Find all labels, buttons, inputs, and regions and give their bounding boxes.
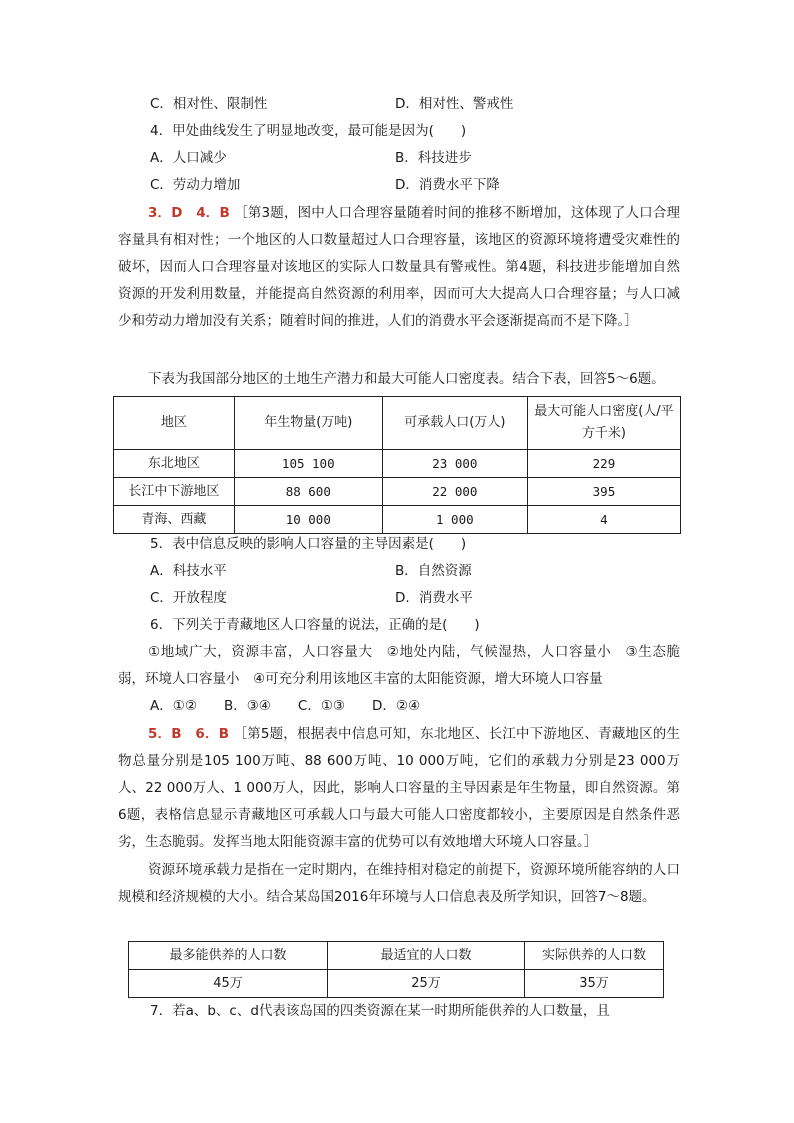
land-potential-table — [113, 396, 681, 534]
intro-7-8: 资源环境承载力是指在一定时期内，在维持相对稳定的前提下，资源环境所能容纳的人口规模和经济规模的大小。结合某岛国2016年环境与人口信息表及所学知识，回答7～8题。 — [118, 862, 680, 905]
q6-body: ①地域广大，资源丰富，人口容量大 ②地处内陆，气候湿热，人口容量小 ③生态脆弱，环境人口容量小 ④可充分利用该地区丰富的太阳能资源，增大环境人口容量 — [118, 644, 680, 687]
q5-stem: 5．表中信息反映的影响人口容量的主导因素是( ) — [150, 536, 467, 552]
table-cell: 105 100 — [234, 450, 382, 478]
table-cell: 青海、西藏 — [114, 506, 235, 534]
table-row — [129, 970, 664, 998]
q4-options-ab — [150, 145, 710, 172]
answer-5-6-text: ［第5题，根据表中信息可知，东北地区、长江中下游地区、青藏地区的生物总量分别是105 100万吨、88 600万吨、10 000万吨，它们的承载力分别是23 000万人、22 000万人、1 000万人，因此，影响人口容量的主导因素是年生物量，即自然资源。第6题，表格信息显示青藏地区可承载人口与最大可能人口密度都较小，主要原因是自然条件恶劣，生态脆弱。发挥当地太阳能资源丰富的优势可以有效地增大环境人口容量。］ — [118, 726, 680, 850]
q7-stem: 7．若a、b、c、d代表该岛国的四类资源在某一时期所能供养的人口数量，且 — [150, 1003, 610, 1019]
table-header-cell: 实际供养的人口数 — [525, 942, 664, 970]
island-population-table — [128, 941, 664, 998]
table-cell: 1 000 — [382, 506, 527, 534]
q4-option-c: C．劳动力增加 — [150, 177, 241, 193]
q5-option-a: A．科技水平 — [150, 563, 227, 579]
table-row — [114, 478, 681, 506]
table-header-row — [114, 397, 681, 450]
table-cell: 23 000 — [382, 450, 527, 478]
q6-options: A．①② B．③④ C．①③ D．②④ — [150, 698, 421, 714]
intro-5-6: 下表为我国部分地区的土地生产潜力和最大可能人口密度表。结合下表，回答5～6题。 — [148, 371, 665, 387]
q3-option-c: C．相对性、限制性 — [150, 96, 268, 112]
answer-3-4-text: ［第3题，图中人口合理容量随着时间的推移不断增加，这体现了人口合理容量具有相对性；一个地区的人口数量超过人口合理容量，该地区的资源环境将遭受灾难性的破坏，因而人口合理容量对该地区的实际人口数量具有警戒性。第4题，科技进步能增加自然资源的开发利用数量，并能提高自然资源的利用率，因而可大大提高人口合理容量；与人口减少和劳动力增加没有关系；随着时间的推进，人们的消费水平会逐渐提高而不是下降。］ — [118, 205, 680, 329]
table-cell: 395 — [527, 478, 680, 506]
table-header-cell: 地区 — [114, 397, 235, 450]
table-cell: 东北地区 — [114, 450, 235, 478]
q5-option-d: D．消费水平 — [395, 590, 473, 606]
q4-options-cd — [150, 172, 710, 199]
table-header-cell: 可承载人口(万人) — [382, 397, 527, 450]
q6-stem: 6．下列关于青藏地区人口容量的说法，正确的是( ) — [150, 617, 480, 633]
q4-option-d: D．消费水平下降 — [395, 177, 500, 193]
table-cell: 4 — [527, 506, 680, 534]
table-header-cell: 最大可能人口密度(人/平方千米) — [527, 397, 680, 450]
table-cell: 88 600 — [234, 478, 382, 506]
table-header-cell: 年生物量(万吨) — [234, 397, 382, 450]
table-cell: 229 — [527, 450, 680, 478]
table-cell: 25万 — [328, 970, 525, 998]
table-cell: 45万 — [129, 970, 328, 998]
q4-option-a: A．人口减少 — [150, 150, 227, 166]
table-cell: 35万 — [525, 970, 664, 998]
q5-options-cd — [150, 585, 710, 612]
q4-option-b: B．科技进步 — [395, 150, 472, 166]
table-header-cell: 最多能供养的人口数 — [129, 942, 328, 970]
answer-3-4 — [118, 200, 680, 335]
q3-option-d: D．相对性、警戒性 — [395, 96, 514, 112]
q4-stem: 4．甲处曲线发生了明显地改变，最可能是因为( ) — [150, 123, 467, 139]
table-header-cell: 最适宜的人口数 — [328, 942, 525, 970]
table-row — [114, 506, 681, 534]
q3-options-cd — [150, 91, 710, 118]
table-cell: 10 000 — [234, 506, 382, 534]
q5-option-c: C．开放程度 — [150, 590, 227, 606]
q5-option-b: B．自然资源 — [395, 563, 472, 579]
answer-5-6-key: 5．B 6．B — [148, 726, 229, 742]
table-cell: 长江中下游地区 — [114, 478, 235, 506]
table-cell: 22 000 — [382, 478, 527, 506]
answer-3-4-key: 3．D 4．B — [148, 205, 230, 221]
answer-5-6 — [118, 721, 680, 856]
q5-options-ab — [150, 558, 710, 585]
table-row — [114, 450, 681, 478]
table-header-row — [129, 942, 664, 970]
